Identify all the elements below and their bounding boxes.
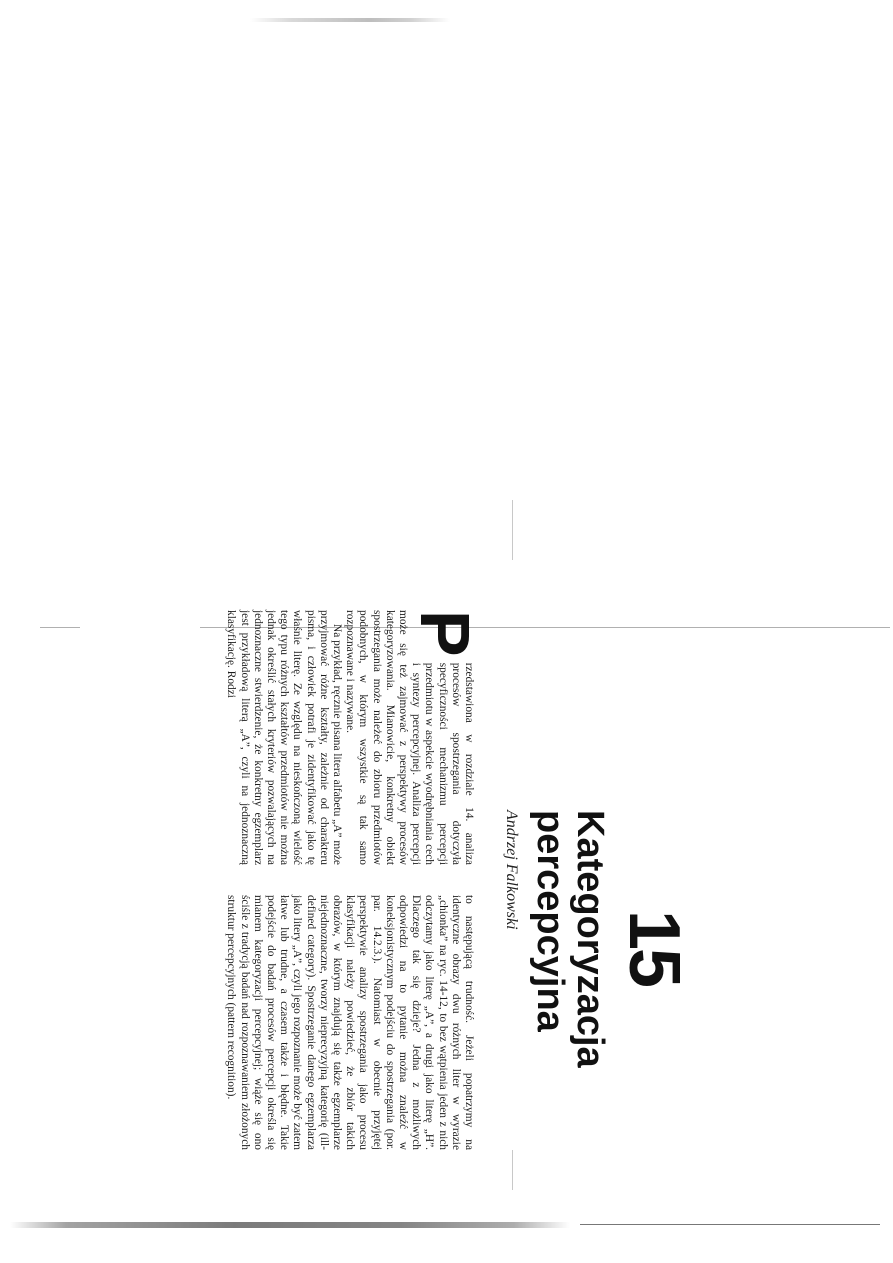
scan-crease <box>512 500 513 560</box>
chapter-number: 15 <box>614 910 694 987</box>
scan-edge-line <box>580 1224 880 1225</box>
text-column-right <box>224 895 475 1150</box>
drop-cap: P <box>406 610 484 657</box>
paragraph-continuation: to następującą trudność. Jeżeli popatrzymy na identyczne obrazy dwu różnych liter w wyrazie „chionka” na ryc. 14-12, to bez wątpienia jeden z nich odczytamy jako literę „A”, a drugi jako literę „H”. Dlaczego tak się dzieje? Jedna z możliwych odpowiedzi na to pytanie można znaleźć w koneksjonistycznym podejściu do spostrzegania (por. par. 14.2.3.). Natomiast w obecnie przyjętej perspektywie analizy spostrzegania jako procesu klasyfikacji należy powiedzieć, że zbiór takich obrazów, w którym znajdują się także egzemplarze niejednoznaczne, tworzy nieprecyzyjną kategorię (ill-defined category). Spostrzeganie danego egzemplarza jako litery „A”, czyli jego rozpoznanie może być zatem łatwe lub trudne, a czasem także i błędne. Takie podejście do badań procesów percepcji określa się mianem kategoryzacji percepcyjnej; wiąże się ono ściśle z tradycją badań nad rozpoznawaniem złożonych struktur percepcyjnych (pattern recognition). <box>225 895 475 1150</box>
scan-artifact-top <box>250 18 450 22</box>
paragraph-example: Na przykład, ręcznie pisana litera alfabetu „A” może przyjmować różne kształty, zależnie od charakteru pisma, i człowiek potrafi je zidentyfikować jako tę właśnie literę. Ze względu na nieskończoną wielość tego typu różnych kształtów przedmiotów nie można jednak określić stałych kryteriów pozwalających na jednoznaczne stwierdzenie, że konkretny egzemplarz jest przykładową literą „A”, czyli na jednoznaczną klasyfikację. Rodzi <box>225 610 343 865</box>
scan-artifact-bottom <box>10 1222 570 1228</box>
paragraph-intro: rzedstawiona w rozdziale 14. analiza procesów spostrzegania dotyczyła specyficzności mechanizmu percepcji przedmiotu w aspekcie wyodrębniania cech i syntezy percepcyjnej. Analiza percepcji może się też zajmować z perspektywy procesów kategoryzowania. Mianowicie, konkretny obiekt spostrzegania może należeć do zbioru przedmiotów podobnych, w którym wszystkie są tak samo rozpoznawane i nazywane. <box>344 610 475 865</box>
text-column-left <box>224 610 484 865</box>
chapter-author: Andrzej Falkowski <box>503 810 520 930</box>
scan-fold-line-left <box>40 627 80 628</box>
chapter-title: Kategoryzacja percepcyjna <box>529 810 611 1068</box>
book-page <box>80 610 694 1210</box>
